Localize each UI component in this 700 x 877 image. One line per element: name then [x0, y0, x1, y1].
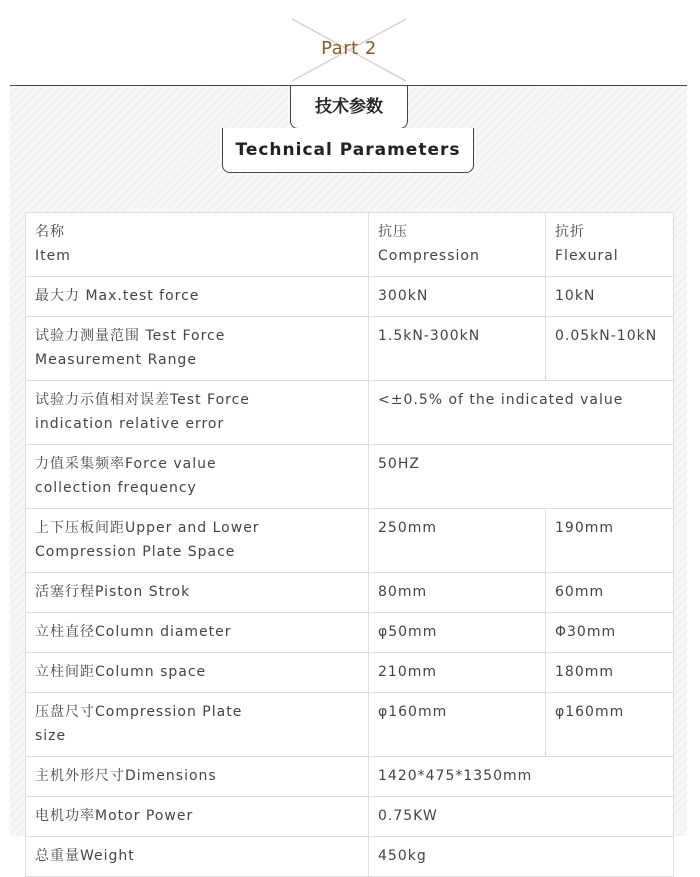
table-row	[26, 573, 674, 613]
section-title-cn: 技术参数	[290, 86, 408, 129]
table-row	[26, 613, 674, 653]
param-name-cell	[26, 277, 369, 317]
compression-value-cell: φ50mm	[369, 613, 546, 653]
header-flexural-text: Flexural	[555, 248, 619, 264]
param-value-cell: <±0.5% of the indicated value	[369, 381, 674, 445]
header-item-text: Item	[35, 248, 71, 264]
param-name-cell	[26, 509, 369, 573]
param-name-cell	[26, 837, 369, 877]
header-compression	[369, 213, 546, 277]
compression-value-cell: 80mm	[369, 573, 546, 613]
table-row	[26, 381, 674, 445]
header-flexural-text: 抗折	[555, 224, 585, 240]
flexural-value-cell: φ160mm	[546, 693, 674, 757]
param-name-cell-text: 电机功率Motor Power	[35, 808, 194, 824]
section-title-en: Technical Parameters	[222, 128, 474, 173]
param-name-cell	[26, 445, 369, 509]
param-name-cell	[26, 653, 369, 693]
header-item-text: 名称	[35, 224, 65, 240]
flexural-value-cell: 180mm	[546, 653, 674, 693]
part-label: Part 2	[321, 38, 377, 59]
flexural-value-cell: 190mm	[546, 509, 674, 573]
table-header-row	[26, 213, 674, 277]
param-value-cell: 1420*475*1350mm	[369, 757, 674, 797]
param-name-cell-text: 力值采集频率Force value	[35, 456, 217, 472]
param-name-cell-text: 立柱直径Column diameter	[35, 624, 232, 640]
param-name-cell-text: Measurement Range	[35, 352, 197, 368]
param-name-cell	[26, 573, 369, 613]
param-name-cell-text: 总重量Weight	[35, 848, 135, 864]
param-name-cell-text: 主机外形尺寸Dimensions	[35, 768, 217, 784]
parameters-table	[25, 212, 674, 877]
header-compression-text: Compression	[378, 248, 480, 264]
table-row	[26, 277, 674, 317]
param-value-cell: 50HZ	[369, 445, 674, 509]
param-name-cell-text: collection frequency	[35, 480, 197, 496]
table-row	[26, 317, 674, 381]
param-name-cell-text: size	[35, 728, 67, 744]
header-flexural	[546, 213, 674, 277]
param-name-cell-text: 压盘尺寸Compression Plate	[35, 704, 243, 720]
header-item	[26, 213, 369, 277]
compression-value-cell: 300kN	[369, 277, 546, 317]
flexural-value-cell: 10kN	[546, 277, 674, 317]
flexural-value-cell: Φ30mm	[546, 613, 674, 653]
table-row	[26, 445, 674, 509]
table-row	[26, 693, 674, 757]
param-name-cell	[26, 381, 369, 445]
table-row	[26, 797, 674, 837]
param-name-cell-text: 试验力测量范围 Test Force	[35, 328, 226, 344]
param-name-cell-text: 最大力 Max.test force	[35, 288, 200, 304]
param-name-cell	[26, 317, 369, 381]
flexural-value-cell: 60mm	[546, 573, 674, 613]
compression-value-cell: 1.5kN-300kN	[369, 317, 546, 381]
param-name-cell-text: 试验力示值相对误差Test Force	[35, 392, 250, 408]
param-value-cell: 0.75KW	[369, 797, 674, 837]
compression-value-cell: 250mm	[369, 509, 546, 573]
table-row	[26, 837, 674, 877]
param-name-cell-text: 活塞行程Piston Strok	[35, 584, 191, 600]
param-name-cell-text: Compression Plate Space	[35, 544, 236, 560]
param-name-cell	[26, 693, 369, 757]
table-row	[26, 509, 674, 573]
param-name-cell	[26, 797, 369, 837]
header-compression-text: 抗压	[378, 224, 408, 240]
param-name-cell-text: indication relative error	[35, 416, 225, 432]
compression-value-cell: φ160mm	[369, 693, 546, 757]
param-value-cell: 450kg	[369, 837, 674, 877]
table-row	[26, 653, 674, 693]
table-row	[26, 757, 674, 797]
flexural-value-cell: 0.05kN-10kN	[546, 317, 674, 381]
param-name-cell	[26, 613, 369, 653]
compression-value-cell: 210mm	[369, 653, 546, 693]
param-name-cell-text: 立柱间距Column space	[35, 664, 207, 680]
param-name-cell	[26, 757, 369, 797]
param-name-cell-text: 上下压板间距Upper and Lower	[35, 520, 260, 536]
